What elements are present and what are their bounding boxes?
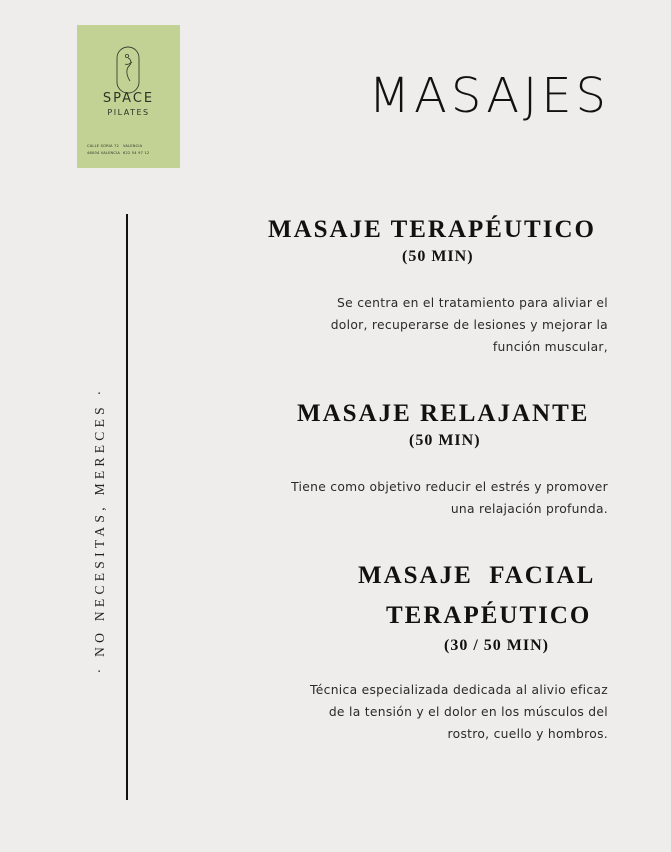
vertical-divider — [126, 214, 128, 800]
logo-sub-text: PILATES — [107, 108, 150, 117]
description-line: Técnica especializada dedicada al alivio eficaz — [310, 683, 608, 697]
massage-2-title: MASAJE RELAJANTE — [297, 400, 590, 427]
pilates-figure-icon — [113, 45, 143, 97]
massage-1-description — [331, 292, 608, 358]
description-line: una relajación profunda. — [450, 502, 608, 516]
brand-logo — [77, 25, 180, 168]
massage-1-duration: (50 MIN) — [402, 248, 474, 265]
description-line: de la tensión y el dolor en los músculos del — [328, 705, 608, 719]
logo-address-right-2: 622 54 97 12 — [123, 151, 150, 155]
massage-3-title-line2: TERAPÉUTICO — [386, 602, 592, 629]
logo-address-left-2: 46004 VALENCIA — [87, 151, 121, 155]
massage-3-title-line1: MASAJE FACIAL — [358, 562, 596, 589]
description-line: Tiene como objetivo reducir el estrés y promover — [291, 480, 608, 494]
logo-address-left-1: CALLE SORIA 72 — [87, 144, 120, 148]
description-line: Se centra en el tratamiento para aliviar el — [337, 296, 608, 310]
description-line: dolor, recuperarse de lesiones y mejorar la — [330, 318, 608, 332]
massage-2-duration: (50 MIN) — [409, 432, 481, 449]
description-line: función muscular, — [492, 340, 608, 354]
massage-1-title: MASAJE TERAPÉUTICO — [268, 216, 596, 243]
page-title: MASAJES — [368, 68, 610, 124]
massage-3-description — [310, 679, 608, 745]
massage-3-duration: (30 / 50 MIN) — [444, 637, 549, 654]
logo-brand-text: SPACE — [102, 91, 155, 106]
description-line: rostro, cuello y hombros. — [447, 727, 608, 741]
logo-address-right-1: VALENCIA — [123, 144, 143, 148]
side-slogan: · NO NECESITAS, MERECES · — [92, 386, 107, 674]
massage-2-description — [291, 476, 608, 520]
